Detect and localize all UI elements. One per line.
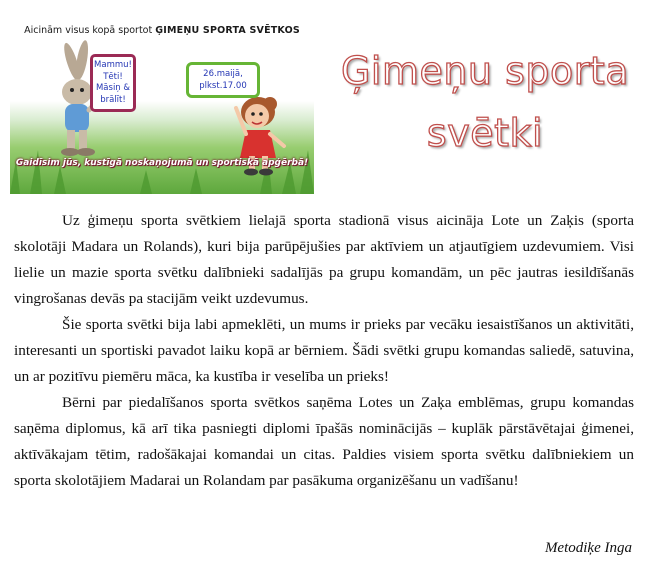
poster-sign-date — [186, 62, 260, 98]
event-poster — [10, 0, 314, 194]
sign-line: Māsiņ & — [95, 83, 131, 93]
article-body — [14, 208, 634, 494]
article-paragraph: Bērni par piedalīšanos sporta svētkos saņēma Lotes un Zaķa emblēmas, grupu komandas saņēma diplomus, kā arī tika pasniegti diplomi īpašās nominācijās – kuplāk pārstāvētajai ģimenei, aktīvākajam tētim, radošākajai komandai un citas. Paldies visiem sporta svētku dalībniekiem un sporta skolotājiem Madarai un Rolandam par pasākuma organizēšanu un vadīšanu! — [14, 394, 634, 489]
poster-invite-line — [10, 25, 314, 36]
page-title — [322, 40, 648, 164]
poster-footer-text: Gaidīsim jūs, kustīgā noskaņojumā un sportiskā apģērbā! — [15, 158, 309, 168]
title-line-2: svētki — [426, 111, 544, 155]
article-paragraph: Šie sporta svētki bija labi apmeklēti, un mums ir prieks par vecāku iesaistīšanos un aktivitāti, interesanti un sportiski pavadot laiku kopā ar bērniem. Šādi svētki grupu komandas saliedē, satuvina, un ar pozitīvu piemēru māca, ka kustība ir veselība un prieks! — [14, 316, 634, 385]
sign-line: brālīt! — [100, 94, 126, 105]
title-line-1: Ģimeņu sporta — [340, 49, 630, 93]
poster-invite-text: Aicinām visus kopā sportot — [24, 25, 153, 36]
author-signature: Metodiķe Inga — [544, 540, 632, 556]
sign-date: 26.maijā, — [203, 69, 243, 79]
article-paragraph: Uz ģimeņu sporta svētkiem lielajā sporta stadionā visus aicināja Lote un Zaķis (sporta skolotāji Madara un Rolands), kuri bija parūpējušies par aktīviem un atjautīgiem uzdevumiem. Visi lielie un mazie sporta svētku dalībnieki sadalījās pa grupu komandām, un pēc jautras iesildīšanās vingrošanas devās pa stacijām veikt uzdevumus. — [14, 212, 634, 307]
sign-line: Tēti! — [103, 71, 123, 82]
sign-line: Mammu! — [94, 60, 132, 70]
sign-time: plkst.17.00 — [199, 81, 247, 91]
poster-sign-family — [90, 54, 136, 112]
poster-event-name: ĢIMEŅU SPORTA SVĒTKOS — [155, 25, 300, 36]
